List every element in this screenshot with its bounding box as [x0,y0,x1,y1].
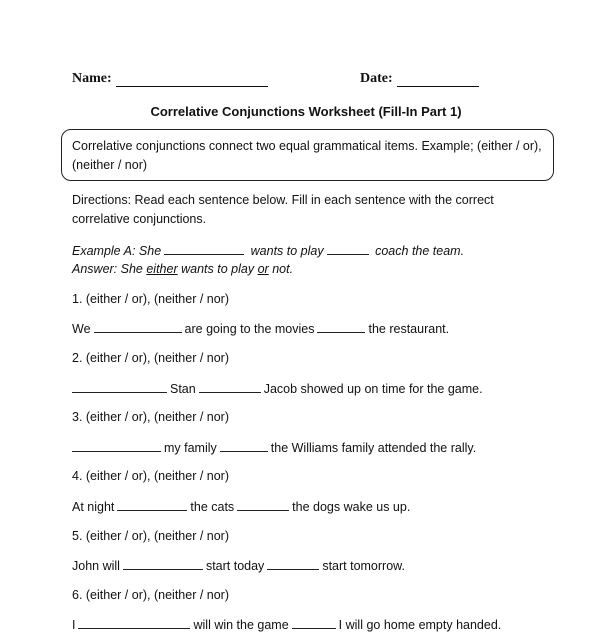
directions-line-1: Directions: Read each sentence below. Fill in each sentence with the correct [72,193,494,207]
item-5-text-c: start tomorrow. [322,559,405,573]
example-mid-1: wants to play [250,244,324,258]
item-2-sentence [72,380,483,397]
answer-mid: wants to play [181,262,255,276]
item-2-prompt: 2. (either / or), (neither / nor) [72,351,230,365]
item-5-text-a: John will [72,559,120,573]
item-2-text-a: Stan [170,382,196,396]
item-4-blank-1[interactable] [117,498,187,511]
item-1-blank-2[interactable] [317,320,365,333]
item-4-text-a: At night [72,500,115,514]
item-5-blank-1[interactable] [123,557,203,570]
date-blank[interactable] [397,72,479,87]
example-prefix: Example A: She [72,244,162,258]
item-6-sentence [72,616,501,633]
answer-suffix: not. [272,262,294,276]
item-5-prompt: 5. (either / or), (neither / nor) [72,529,230,543]
item-1-sentence [72,320,449,337]
item-1-text-c: the restaurant. [368,322,450,336]
item-6-text-b: will win the game [193,618,289,632]
answer-prefix: Answer: She [72,262,143,276]
worksheet-title: Correlative Conjunctions Worksheet (Fill-In Part 1) [150,104,462,119]
item-5-text-b: start today [205,559,265,573]
name-field [72,71,268,87]
date-label: Date: [360,71,393,86]
item-4-prompt: 4. (either / or), (neither / nor) [72,469,230,483]
item-5-sentence [72,557,405,574]
item-1-prompt: 1. (either / or), (neither / nor) [72,292,230,306]
directions-line-2: correlative conjunctions. [72,212,207,226]
item-3-sentence [72,439,476,456]
item-4-sentence [72,498,410,515]
example-blank-1 [164,242,244,255]
item-6-blank-2[interactable] [292,616,336,629]
item-3-text-b: the Williams family attended the rally. [270,441,477,455]
answer-word-1: either [146,262,178,276]
example-sentence [72,242,464,259]
date-field [360,71,479,87]
answer-word-2: or [257,262,269,276]
item-6-prompt: 6. (either / or), (neither / nor) [72,588,230,602]
item-2-text-b: Jacob showed up on time for the game. [263,382,483,396]
item-4-blank-2[interactable] [237,498,289,511]
item-5-blank-2[interactable] [267,557,319,570]
item-3-blank-2[interactable] [220,439,268,452]
item-6-text-a: I [72,618,76,632]
item-1-text-a: We [72,322,91,336]
item-1-blank-1[interactable] [94,320,182,333]
item-3-prompt: 3. (either / or), (neither / nor) [72,410,230,424]
example-blank-2 [327,242,369,255]
item-3-text-a: my family [164,441,217,455]
answer-sentence [72,261,293,277]
name-blank[interactable] [116,72,268,87]
intro-box: Correlative conjunctions connect two equal grammatical items. Example; (either / or), (neither / nor) [61,129,554,181]
item-6-blank-1[interactable] [78,616,190,629]
item-2-blank-2[interactable] [199,380,261,393]
item-3-blank-1[interactable] [72,439,161,452]
item-1-text-b: are going to the movies [184,322,315,336]
item-4-text-b: the cats [190,500,235,514]
example-mid-2: coach the team. [375,244,465,258]
item-2-blank-1[interactable] [72,380,167,393]
name-label: Name: [72,71,112,86]
item-4-text-c: the dogs wake us up. [292,500,411,514]
item-6-text-c: I will go home empty handed. [338,618,502,632]
